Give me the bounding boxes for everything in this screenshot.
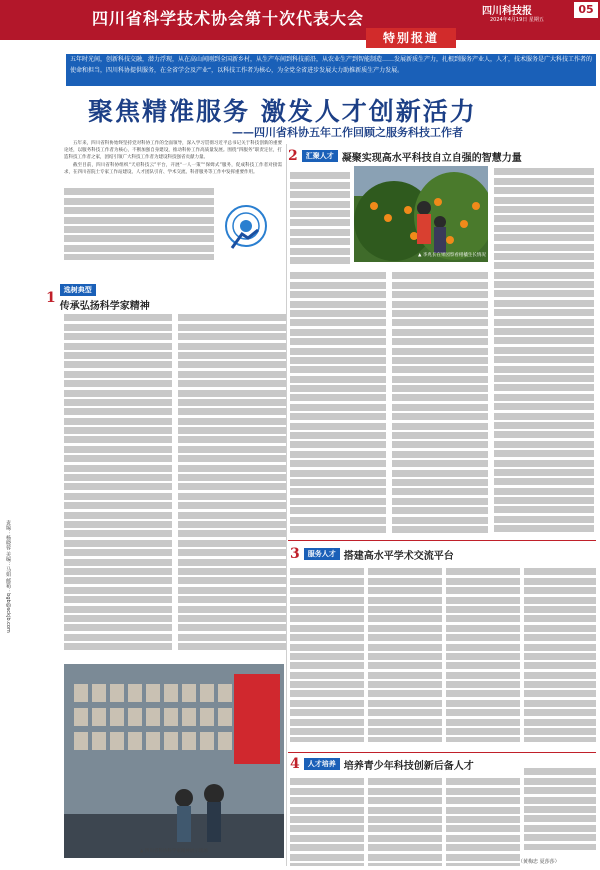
section-1-header	[46, 284, 150, 312]
author-credit: （黄梅忠 夏莎莎）	[518, 859, 560, 865]
section-2-column-a	[290, 270, 386, 534]
section-2-column-c	[494, 166, 594, 534]
section-4-title: 培养青少年科技创新后备人才	[343, 760, 474, 772]
section-3-column-d	[524, 566, 596, 742]
section-4-column-d	[524, 766, 596, 850]
page-banner	[0, 0, 600, 40]
main-headline: 聚焦精准服务 激发人才创新活力	[88, 97, 477, 126]
section-3-column-a	[290, 566, 364, 742]
section-3-header	[290, 546, 454, 562]
section-1-tag: 选树典型	[60, 284, 96, 296]
subheadline: ——四川省科协五年工作回顾之服务科技工作者	[232, 126, 463, 139]
column-divider	[286, 144, 287, 866]
section-2-title: 凝聚实现高水平科技自立自强的智慧力量	[341, 152, 522, 164]
section-3-column-c	[446, 566, 520, 742]
page-number: 05	[574, 2, 598, 18]
section-3-tag: 服务人才	[304, 548, 340, 560]
section-3-number: 3	[290, 546, 300, 562]
section-1-number: 1	[46, 290, 56, 306]
section-2-column-a-top	[290, 170, 350, 264]
section-3-column-b	[368, 566, 442, 742]
section-4-column-a	[290, 776, 364, 866]
section-2-column-b	[392, 270, 488, 534]
scientist-wall-photo	[64, 664, 284, 858]
section-4-number: 4	[290, 756, 300, 772]
tech-hand-icon	[218, 200, 274, 256]
wall-photo-caption: ▲ 四川省科协科学家精神展示现场	[140, 849, 208, 854]
orange-orchard-photo	[354, 166, 488, 262]
section-4-tag: 人才培养	[304, 758, 340, 770]
section-3-title: 搭建高水平学术交流平台	[343, 550, 454, 562]
left-sidebar	[0, 40, 12, 870]
section-1-column-a	[64, 312, 172, 652]
section-3-rule	[288, 540, 596, 541]
section-4-column-c	[446, 776, 520, 866]
paper-name-logo: 四川科技报	[482, 6, 532, 17]
section-2-header	[288, 148, 522, 164]
masthead-title: 四川省科学技术协会第十次代表大会	[92, 9, 365, 28]
issue-date: 2024年4月19日 星期五	[490, 17, 544, 23]
special-report-tab: 特别报道	[366, 28, 456, 48]
lead-text-2: 截至目前，四川省科协组织“天府科技云”平台，开展“一人一策”“保姆式”服务，促成科技工作者对接需求，在四川省院士专家工作站建设、人才团队引育、学术交流、科普服务等工作中发挥重要作用。	[64, 163, 282, 175]
section-4-column-b	[368, 776, 442, 866]
lead-text-1: 五年来，四川省科协始终坚持党对科协工作的全面领导，深入学习贯彻习近平总书记关于科技创新的重要论述，以服务科技工作者为核心，不断加强自身建设，推动科协工作高质量发展。围绕“四服务”职责定位，打造科技工作者之家，团结引领广大科技工作者为建设科技强省贡献力量。	[64, 141, 282, 160]
orange-photo-caption: ▲ 李兆长在果园察看柑橘生长情况	[418, 253, 486, 258]
intro-text: 五年时光间，创新科技交融，潜力浮现，从在高山间刚到全国新乡村，从生产车间到科技前沿，从农业生产到智能制造……发展新质生产力，扎根到服务产业人，人才，技术服务是广大科技工作者的使命和担当，四川科协提供服务，在全省学会及产业“，以科技工作者为核心，为全党全省进步发展大力助推新质生产力发展。	[70, 56, 593, 74]
section-4-header	[290, 756, 474, 772]
section-1-title: 传承弘扬科学家精神	[59, 301, 150, 312]
section-1-column-b	[178, 312, 286, 652]
section-4-rule	[288, 752, 596, 753]
editor-info: 责编：杨晓蓉 美编：马娟 邮箱：bgb@sckjb.com	[5, 520, 11, 633]
intro-box	[66, 54, 596, 86]
section-2-tag: 汇聚人才	[302, 150, 338, 162]
section-2-number: 2	[288, 148, 298, 164]
lead-text-lines	[64, 186, 214, 260]
